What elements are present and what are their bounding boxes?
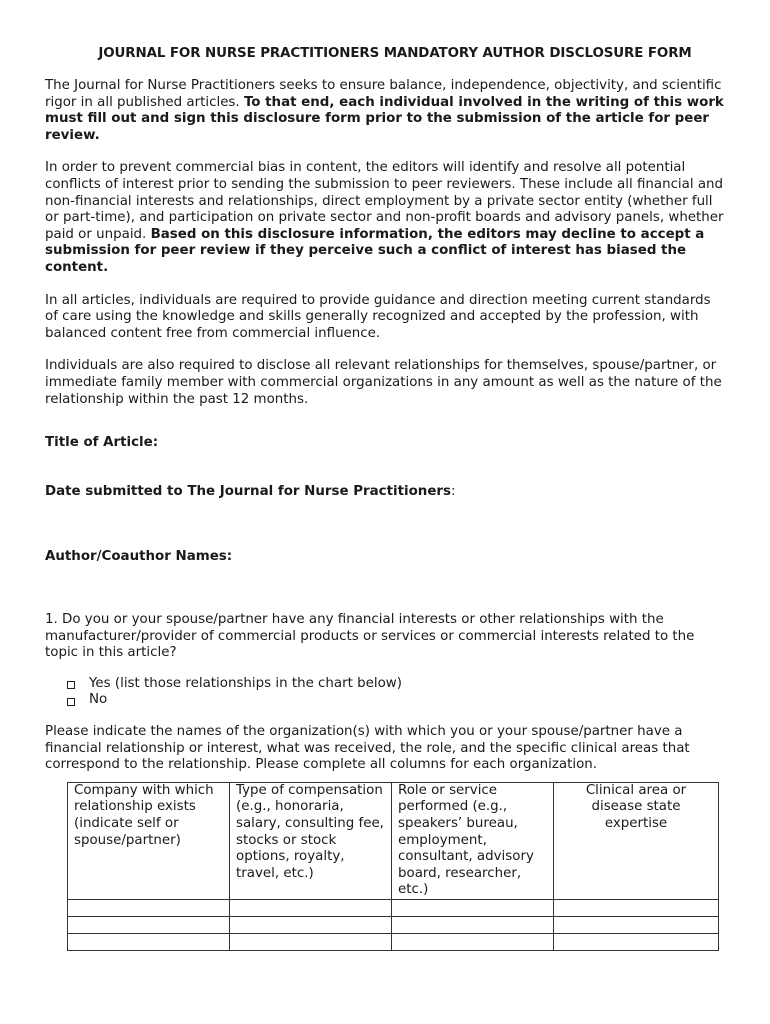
- table-cell[interactable]: [392, 917, 554, 934]
- title-of-article-field[interactable]: [45, 434, 725, 451]
- table-cell[interactable]: [230, 934, 392, 951]
- date-submitted-label: Date submitted to The Journal for Nurse Practitioners: [45, 484, 451, 500]
- bias-text: In order to prevent commercial bias in content, the editors will identify and resolve all potential conflicts of interest prior to sending the submission to peer reviewers. These include all financial and non-financial interests and relationships, direct employment by a private sector entity (whether full or part-time), and participation on private sector and non-profit boards and advisory panels, whether paid or unpaid.: [45, 160, 724, 242]
- option-yes-label: Yes (list those relationships in the chart below): [89, 675, 402, 691]
- relationships-paragraph: Individuals are also required to disclose all relevant relationships for themselves, spouse/partner, or immediate family member with commercial organizations in any amount as well as the nature of the relationship within the past 12 months.: [45, 358, 722, 407]
- question-1: 1. Do you or your spouse/partner have any financial interests or other relationships with the manufacturer/provider of commercial products or services or commercial interests related to the topic in this article?: [45, 612, 695, 661]
- option-no[interactable]: [67, 692, 725, 709]
- table-cell[interactable]: [392, 934, 554, 951]
- disclosure-form-page: [45, 46, 725, 951]
- form-title: JOURNAL FOR NURSE PRACTITIONERS MANDATORY AUTHOR DISCLOSURE FORM: [98, 46, 692, 61]
- checkbox-yes[interactable]: [67, 681, 75, 689]
- intro-text: The Journal for Nurse Practitioners seeks to ensure balance, independence, objectivity, and scientific rigor in all published articles.: [45, 78, 722, 110]
- header-role: Role or service performed (e.g., speakers’ bureau, employment, consultant, advisory board, researcher, etc.): [392, 782, 554, 899]
- table-cell[interactable]: [230, 900, 392, 917]
- bias-bold-text: Based on this disclosure information, the editors may decline to accept a submission for peer review if they perceive such a conflict of interest has biased the content.: [45, 226, 705, 275]
- table-cell[interactable]: [554, 917, 719, 934]
- author-names-label: Author/Coauthor Names:: [45, 549, 233, 565]
- question-1-options: [67, 676, 725, 709]
- table-cell[interactable]: [554, 934, 719, 951]
- option-no-label: No: [89, 692, 108, 708]
- table-cell[interactable]: [392, 900, 554, 917]
- table-cell[interactable]: [554, 900, 719, 917]
- relationships-table: [67, 782, 719, 951]
- table-cell[interactable]: [68, 900, 230, 917]
- title-of-article-label: Title of Article:: [45, 435, 159, 451]
- option-yes[interactable]: [67, 676, 725, 693]
- table-row: [68, 934, 719, 951]
- guidance-paragraph: In all articles, individuals are required to provide guidance and direction meeting current standards of care using the knowledge and skills generally recognized and accepted by the profession, with balanced content free from commercial influence.: [45, 292, 711, 341]
- intro-bold-text: To that end, each individual involved in the writing of this work must fill out and sign this disclosure form prior to the submission of the article for peer review.: [45, 94, 724, 143]
- table-cell[interactable]: [68, 934, 230, 951]
- date-submitted-colon: :: [450, 484, 456, 500]
- header-compensation: Type of compensation (e.g., honoraria, salary, consulting fee, stocks or stock options, royalty, travel, etc.): [230, 782, 392, 899]
- instructions-paragraph: Please indicate the names of the organization(s) with which you or your spouse/partner have a financial relationship or interest, what was received, the role, and the specific clinical areas that correspond to the relationship. Please complete all columns for each organization.: [45, 724, 690, 773]
- table-row: [68, 917, 719, 934]
- date-submitted-field[interactable]: [45, 483, 725, 500]
- bias-paragraph: [45, 160, 725, 276]
- header-company: Company with which relationship exists (indicate self or spouse/partner): [68, 782, 230, 899]
- table-cell[interactable]: [230, 917, 392, 934]
- intro-paragraph: [45, 78, 725, 144]
- author-names-field[interactable]: [45, 548, 725, 565]
- header-clinical-area: Clinical area or disease state expertise: [554, 782, 719, 899]
- table-row: [68, 900, 719, 917]
- table-header-row: [68, 782, 719, 899]
- checkbox-no[interactable]: [67, 698, 75, 706]
- table-cell[interactable]: [68, 917, 230, 934]
